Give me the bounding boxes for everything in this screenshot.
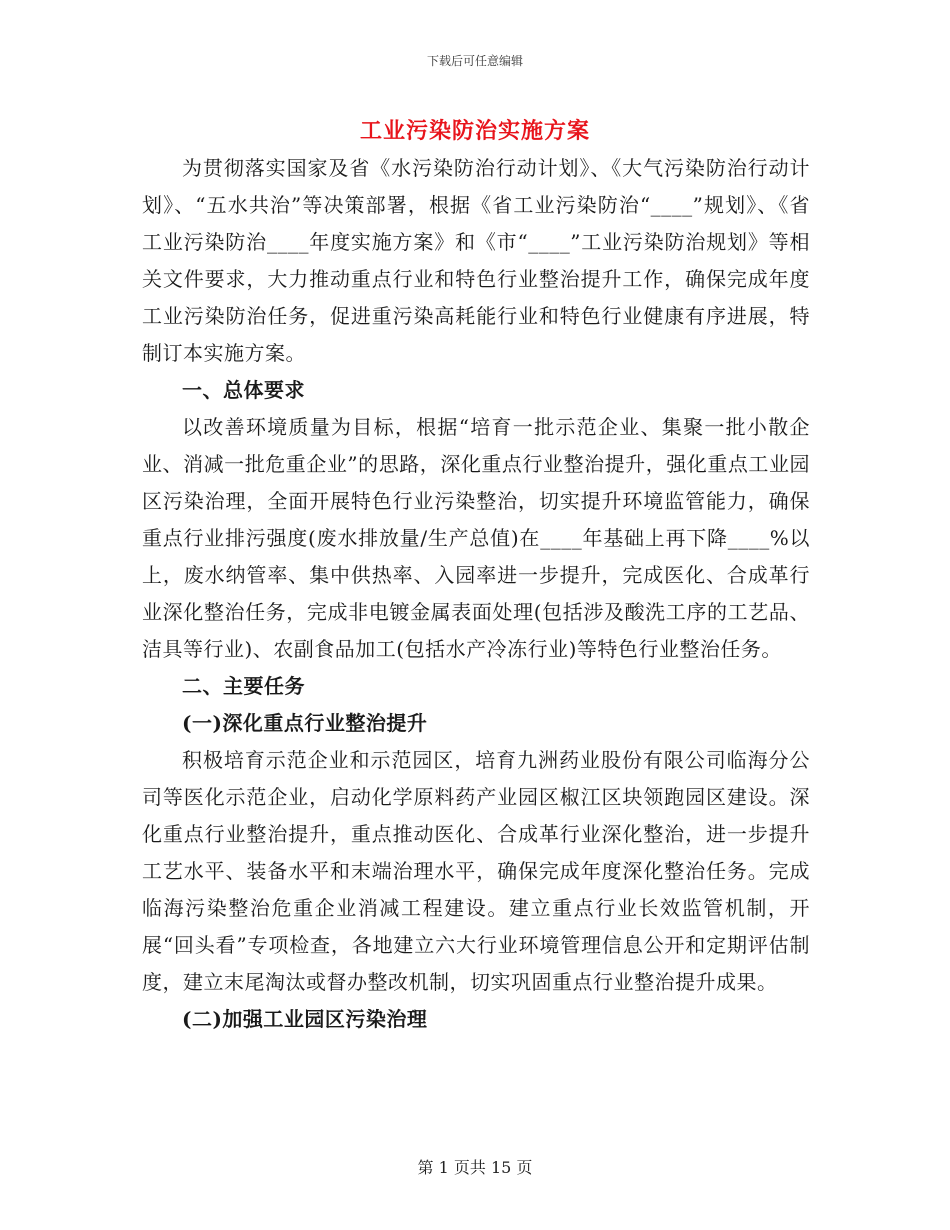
page-number: 第 1 页共 15 页 <box>417 1158 533 1177</box>
document-title: 工业污染防治实施方案 <box>359 118 590 144</box>
subsection-heading-key-industries: (一)深化重点行业整治提升 <box>182 711 428 735</box>
intro-paragraph: 为贯彻落实国家及省《水污染防治行动计划》、《大气污染防治行动计划》、“五水共治”等决策部署，根据《省工业污染防治“____”规划》、《省工业污染防治____年度实施方案》和《市“____”工业污染防治规划》等相关文件要求，大力推动重点行业和特色行业整治提升工作，确保完成年度工业污染防治任务，促进重污染高耗能行业和特色行业健康有序进展，特制订本实施方案。 <box>142 156 810 365</box>
section-heading-overall-requirements: 一、总体要求 <box>182 378 305 402</box>
document-body <box>142 150 810 1038</box>
overall-requirements-paragraph: 以改善环境质量为目标，根据“培育一批示范企业、集聚一批小散企业、消减一批危重企业”的思路，深化重点行业整治提升，强化重点工业园区污染治理，全面开展特色行业污染整治，切实提升环境监管能力，确保重点行业排污强度(废水排放量/生产总值)在____年基础上再下降____%以上，废水纳管率、集中供热率、入园率进一步提升，完成医化、合成革行业深化整治任务，完成非电镀金属表面处理(包括涉及酸洗工序的工艺品、洁具等行业)、农副食品加工(包括水产冷冻行业)等特色行业整治任务。 <box>142 415 810 661</box>
section-heading-main-tasks: 二、主要任务 <box>182 674 305 698</box>
key-industries-paragraph: 积极培育示范企业和示范园区，培育九洲药业股份有限公司临海分公司等医化示范企业，启动化学原料药产业园区椒江区块领跑园区建设。深化重点行业整治提升，重点推动医化、合成革行业深化整治，进一步提升工艺水平、装备水平和末端治理水平，确保完成年度深化整治任务。完成临海污染整治危重企业消减工程建设。建立重点行业长效监管机制，开展“回头看”专项检查，各地建立六大行业环境管理信息公开和定期评估制度，建立末尾淘汰或督办整改机制，切实巩固重点行业整治提升成果。 <box>142 748 810 994</box>
page-header-note: 下载后可任意编辑 <box>426 54 523 68</box>
subsection-heading-industrial-parks: (二)加强工业园区污染治理 <box>182 1007 428 1031</box>
